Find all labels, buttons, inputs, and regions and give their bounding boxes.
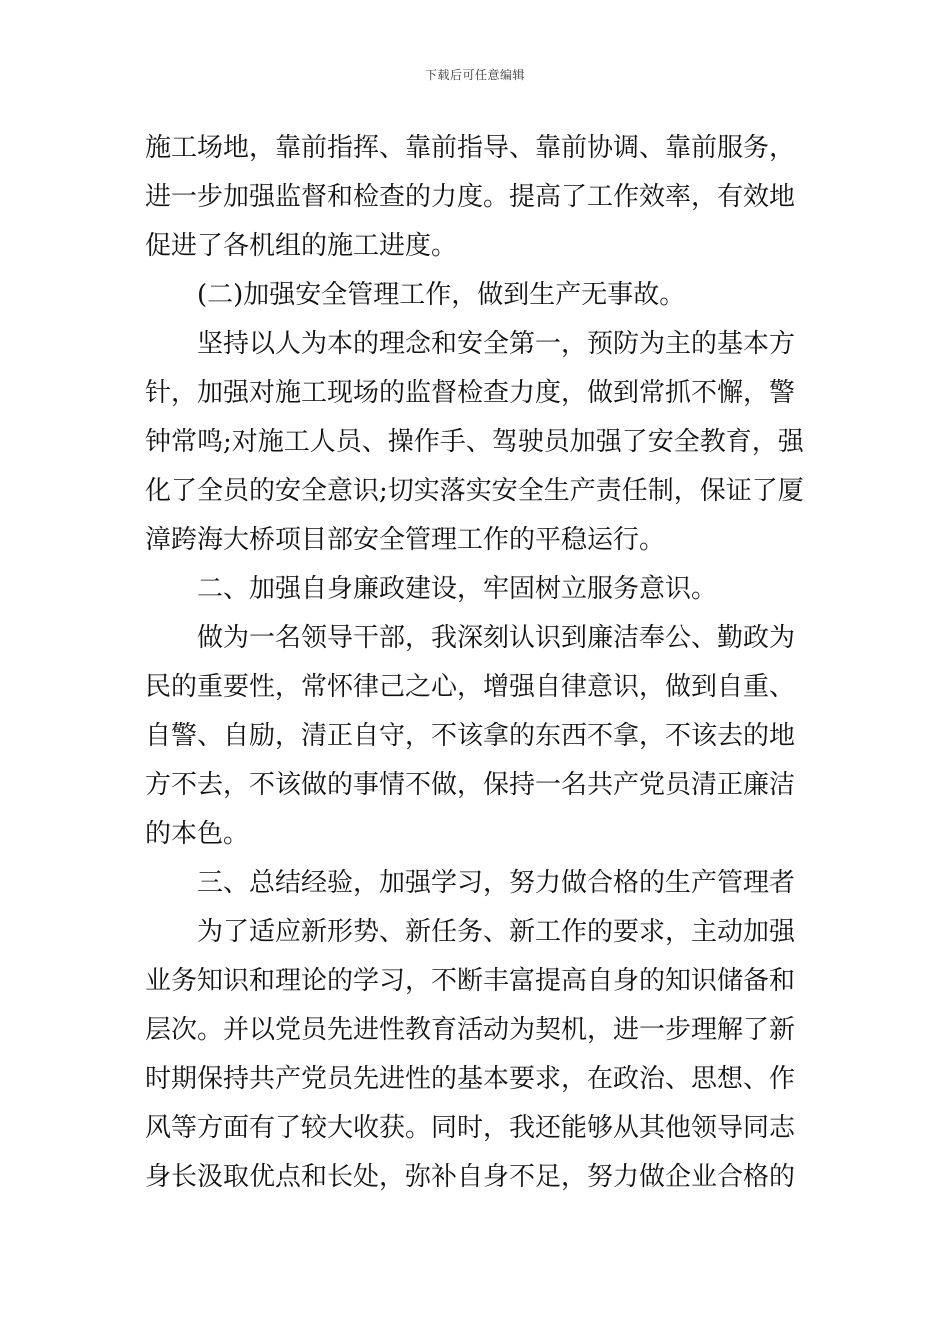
text-line: 层次。并以党员先进性教育活动为契机，进一步理解了新 bbox=[145, 1015, 796, 1045]
text-line: 身长汲取优点和长处，弥补自身不足，努力做企业合格的 bbox=[145, 1162, 796, 1192]
text-line: 时期保持共产党员先进性的基本要求，在政治、思想、作 bbox=[145, 1064, 796, 1094]
text-line: 钟常鸣;对施工人员、操作手、驾驶员加强了安全教育，强 bbox=[145, 427, 804, 457]
text-line: 针，加强对施工现场的监督检查力度，做到常抓不懈，警 bbox=[145, 378, 796, 408]
text-line: 二、加强自身廉政建设，牢固树立服务意识。 bbox=[197, 574, 718, 604]
text-line: 做为一名领导干部，我深刻认识到廉洁奉公、勤政为 bbox=[197, 623, 796, 653]
text-line: 民的重要性，常怀律己之心，增强自律意识，做到自重、 bbox=[145, 672, 796, 702]
text-line: 方不去，不该做的事情不做，保持一名共产党员清正廉洁 bbox=[145, 770, 796, 800]
text-line: 为了适应新形势、新任务、新工作的要求，主动加强 bbox=[197, 917, 796, 947]
header-note: 下载后可任意编辑 bbox=[424, 68, 525, 82]
text-line: 自警、自励，清正自守，不该拿的东西不拿，不该去的地 bbox=[145, 721, 796, 751]
text-line: 进一步加强监督和检查的力度。提高了工作效率，有效地 bbox=[145, 182, 796, 212]
text-line: 施工场地，靠前指挥、靠前指导、靠前协调、靠前服务， bbox=[145, 133, 796, 163]
text-line: 化了全员的安全意识;切实落实安全生产责任制，保证了厦 bbox=[145, 476, 804, 506]
text-line: 业务知识和理论的学习，不断丰富提高自身的知识储备和 bbox=[145, 966, 796, 996]
text-line: (二)加强安全管理工作，做到生产无事故。 bbox=[197, 280, 686, 310]
text-line: 的本色。 bbox=[145, 819, 250, 849]
body-text bbox=[145, 124, 810, 1202]
text-line: 漳跨海大桥项目部安全管理工作的平稳运行。 bbox=[145, 525, 666, 555]
text-line: 促进了各机组的施工进度。 bbox=[145, 231, 458, 261]
text-line: 三、总结经验，加强学习，努力做合格的生产管理者 bbox=[197, 868, 796, 898]
text-line: 坚持以人为本的理念和安全第一，预防为主的基本方 bbox=[197, 329, 796, 359]
text-line: 风等方面有了较大收获。同时，我还能够从其他领导同志 bbox=[145, 1113, 796, 1143]
